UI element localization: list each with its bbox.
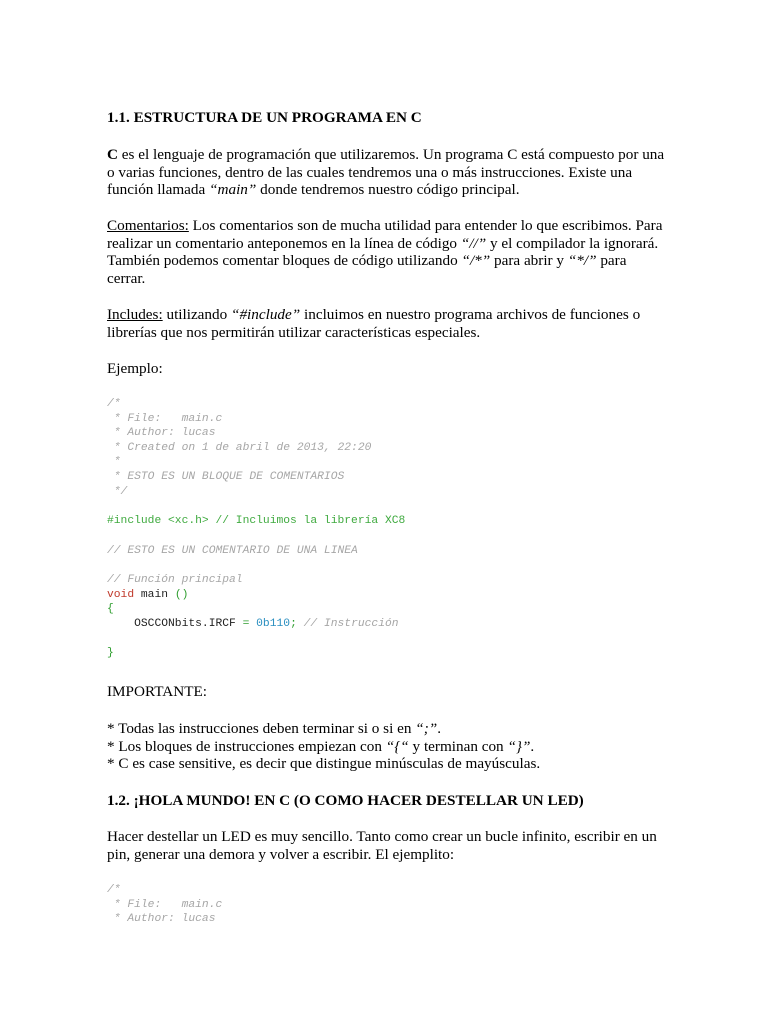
comentarios-line-4: cerrar. (107, 269, 146, 287)
code-line: /* (107, 398, 121, 410)
includes-label: Includes: (107, 306, 163, 323)
comentarios-line-3: También podemos comentar bloques de código utilizando “/*” para abrir y “*/” para (107, 252, 627, 269)
list-item: * Todas las instrucciones deben terminar si o si en “;”. (107, 720, 441, 737)
hola-line-2: pin, generar una demora y volver a escribir. El ejemplito: (107, 845, 455, 863)
keyword-void: void (107, 588, 135, 601)
section-heading-1-1: 1.1. ESTRUCTURA DE UN PROGRAMA EN C (107, 109, 422, 126)
code-line: * File: main.c (107, 898, 223, 911)
code-line: // Función principal (107, 574, 243, 586)
comentarios-label: Comentarios: (107, 217, 189, 234)
comentarios-line-1: Comentarios: Los comentarios son de mucha utilidad para entender lo que escribimos. Para (107, 217, 663, 234)
main-italic: “main” (209, 181, 257, 198)
code-statement-line: OSCCONbits.IRCF = 0b110; // Instrucción (107, 617, 399, 630)
code-line: */ (107, 485, 128, 498)
intro-line-3: función llamada “main” donde tendremos nuestro código principal. (107, 181, 520, 198)
code-line: * (107, 456, 121, 469)
comentarios-line-2: realizar un comentario anteponemos en la línea de código “//” y el compilador la ignorará. (107, 234, 659, 252)
code-line: * File: main.c (107, 412, 223, 425)
code-line: * Created on 1 de abril de 2013, 22:20 (107, 441, 372, 454)
includes-line-1: Includes: utilizando “#include” incluimos en nuestro programa archivos de funciones o (107, 306, 641, 323)
list-item: * C es case sensitive, es decir que distingue minúsculas de mayúsculas. (107, 755, 541, 772)
code-line: * Author: lucas (107, 427, 216, 440)
section-heading-1-2: 1.2. ¡HOLA MUNDO! EN C (O COMO HACER DESTELLAR UN LED) (107, 792, 584, 809)
code-line: * ESTO ES UN BLOQUE DE COMENTARIOS (107, 471, 345, 483)
code-include-line: #include <xc.h> // Incluimos la librería XC8 (107, 515, 406, 527)
list-item: * Los bloques de instrucciones empiezan con “{“ y terminan con “}”. (107, 737, 535, 755)
ejemplo-label: Ejemplo: (107, 360, 163, 377)
intro-line-1: C es el lenguaje de programación que utilizaremos. Un programa C está compuesto por una (107, 146, 665, 163)
code-line: // ESTO ES UN COMENTARIO DE UNA LINEA (107, 544, 358, 557)
code-close-brace: } (107, 647, 114, 659)
hola-line-1: Hacer destellar un LED es muy sencillo. Tanto como crear un bucle infinito, escribir en un (107, 828, 657, 845)
number-literal: 0b110 (256, 617, 291, 630)
code-function-line: void main () (107, 588, 189, 601)
intro-line-2: o varias funciones, dentro de las cuales tendremos una o más instrucciones. Existe una (107, 163, 633, 181)
code-line: * Author: lucas (107, 913, 216, 926)
c-lead: C (107, 146, 118, 163)
code-line: /* (107, 884, 121, 896)
includes-line-2: librerías que nos permitirán utilizar características especiales. (107, 323, 481, 341)
code-open-brace: { (107, 603, 114, 616)
importante-label: IMPORTANTE: (107, 683, 207, 700)
